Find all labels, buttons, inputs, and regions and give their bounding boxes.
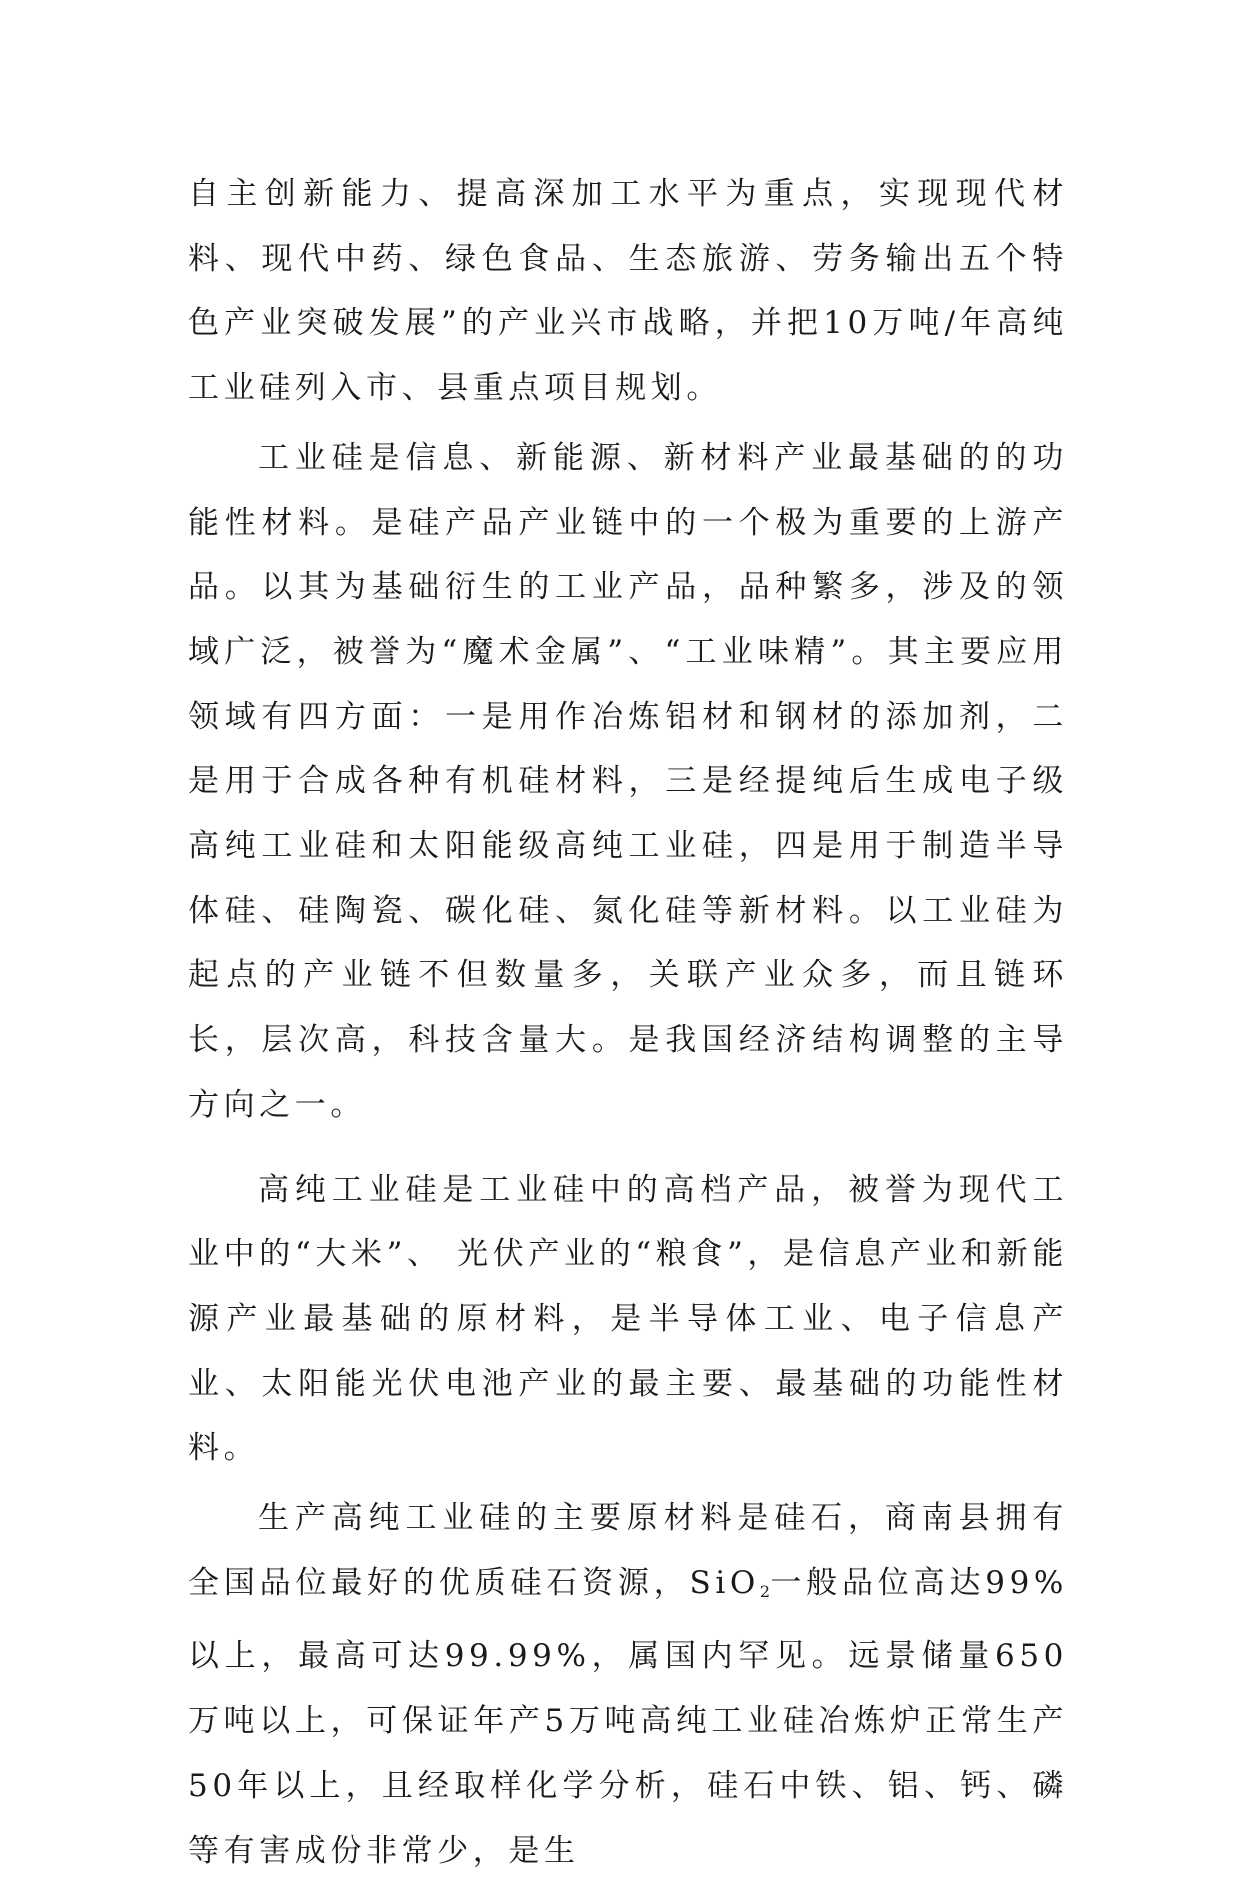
paragraph-4-text-before: 生产高纯工业硅的主要原材料是硅石，商南县拥有全国品位最好的优质硅石资源，SiO xyxy=(188,1500,1068,1601)
paragraph-2: 工业硅是信息、新能源、新材料产业最基础的的功能性材料。是硅产品产业链中的一个极为重要的上游产品。以其为基础衍生的工业产品，品种繁多，涉及的领域广泛，被誉为“魔术金属”、“工业味精”。其主要应用领域有四方面：一是用作冶炼铝材和钢材的添加剂，二是用于合成各种有机硅材料，三是经提纯后生成电子级高纯工业硅和太阳能级高纯工业硅，四是用于制造半导体硅、硅陶瓷、碳化硅、氮化硅等新材料。以工业硅为起点的产业链不但数量多，关联产业众多，而且链环长，层次高，科技含量大。是我国经济结构调整的主导方向之一。 xyxy=(188,439,1068,1123)
paragraph-4-text-after: 一般品位高达99%以上，最高可达99.99%，属国内罕见。远景储量650万吨以上，可保证年产5万吨高纯工业硅冶炼炉正常生产50年以上，且经取样化学分析，硅石中铁、铝、钙、磷等有害成份非常少，是生 xyxy=(188,1564,1068,1869)
paragraph-4 xyxy=(188,1486,1068,1883)
sio2-subscript: 2 xyxy=(759,1581,771,1601)
document-body xyxy=(188,162,1068,1883)
paragraph-1: 自主创新能力、提高深加工水平为重点，实现现代材料、现代中药、绿色食品、生态旅游、劳务输出五个特色产业突破发展”的产业兴市战略，并把10万吨/年高纯工业硅列入市、县重点项目规划。 xyxy=(188,176,1068,407)
paragraph-3: 高纯工业硅是工业硅中的高档产品，被誉为现代工业中的“大米”、 光伏产业的“粮食”，是信息产业和新能源产业最基础的原材料，是半导体工业、电子信息产业、太阳能光伏电池产业的最主要、最基础的功能性材料。 xyxy=(188,1171,1068,1467)
